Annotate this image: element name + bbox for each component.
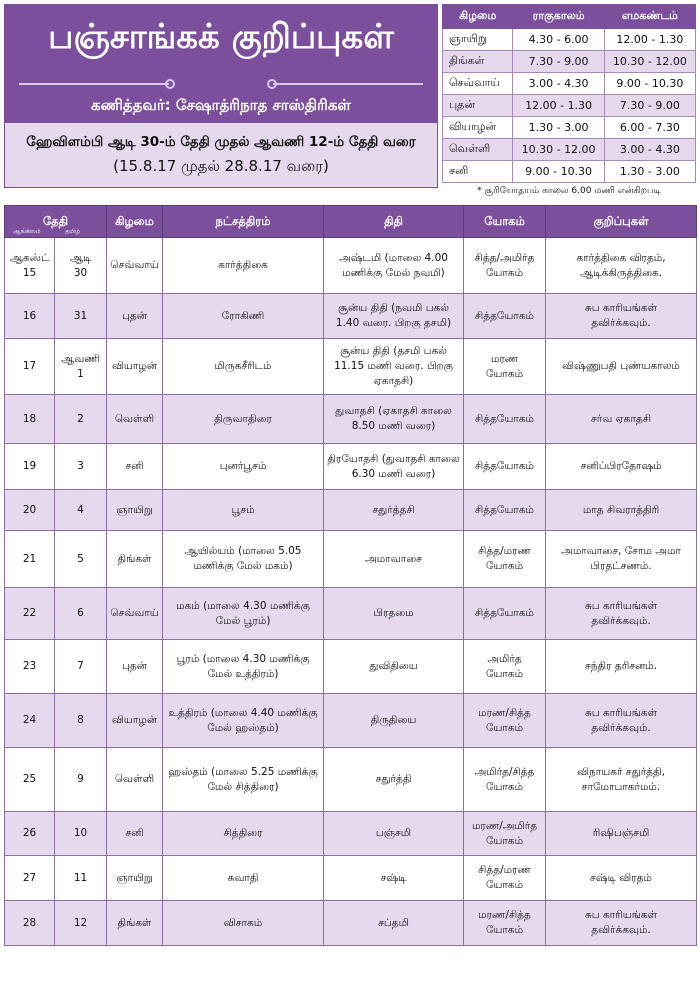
- header-yogam: யோகம்: [464, 206, 546, 238]
- cell-yogam: சித்தயோகம்: [464, 294, 546, 339]
- cell-thithi: சூன்ய திதி (நவமி பகல் 1.40 வரை. பிறகு தசமி): [324, 294, 464, 339]
- rahu-row: [443, 117, 696, 139]
- header-date: தேதி ஆங்கிலம் தமிழ்: [5, 206, 107, 238]
- cell-date-tamil: 10: [55, 812, 107, 856]
- cell-notes: மாத சிவராத்திரி: [546, 490, 697, 531]
- table-row: [5, 856, 697, 901]
- cell-date-english: 19: [5, 444, 55, 490]
- ema-time: 3.00 - 4.30: [604, 139, 695, 161]
- rahu-row: [443, 139, 696, 161]
- rahu-row: [443, 95, 696, 117]
- table-row: [5, 444, 697, 490]
- cell-star: ஆயில்யம் (மாலை 5.05 மணிக்கு மேல் மகம்): [163, 531, 324, 588]
- cell-thithi: திருதியை: [324, 694, 464, 748]
- cell-notes: விஷ்ணுபதி புண்யகாலம்: [546, 339, 697, 395]
- cell-date-tamil: 3: [55, 444, 107, 490]
- rahu-day: புதன்: [443, 95, 513, 117]
- rahu-day: செவ்வாய்: [443, 73, 513, 95]
- cell-thithi: துவாதசி (ஏகாதசி காலை 8.50 மணி வரை): [324, 395, 464, 444]
- cell-date-english: 21: [5, 531, 55, 588]
- rahu-row: [443, 29, 696, 51]
- cell-notes: சுப காரியங்கள் தவிர்க்கவும்.: [546, 294, 697, 339]
- cell-date-english: 22: [5, 588, 55, 640]
- cell-notes: விநாயகர் சதுர்த்தி, சாமோபாகர்மம்.: [546, 748, 697, 812]
- header-box: [4, 4, 438, 188]
- cell-date-english: 24: [5, 694, 55, 748]
- cell-star: ரோகிணி: [163, 294, 324, 339]
- cell-thithi: பிரதமை: [324, 588, 464, 640]
- cell-thithi: சதுர்த்தசி: [324, 490, 464, 531]
- cell-date-tamil: 6: [55, 588, 107, 640]
- cell-yogam: சித்த/மரண யோகம்: [464, 531, 546, 588]
- cell-thithi: அமாவாசை: [324, 531, 464, 588]
- cell-thithi: சஷ்டி: [324, 856, 464, 901]
- cell-thithi: சப்தமி: [324, 901, 464, 946]
- cell-day: திங்கள்: [107, 901, 163, 946]
- cell-date-english: 18: [5, 395, 55, 444]
- divider-left: [19, 83, 169, 85]
- cell-day: வெள்ளி: [107, 748, 163, 812]
- cell-day: வியாழன்: [107, 694, 163, 748]
- page-title: பஞ்சாங்கக் குறிப்புகள்: [48, 17, 394, 57]
- cell-star: விசாகம்: [163, 901, 324, 946]
- rahu-row: [443, 51, 696, 73]
- ema-time: 12.00 - 1.30: [604, 29, 695, 51]
- cell-yogam: அமிர்த/சித்த யோகம்: [464, 748, 546, 812]
- divider-right: [273, 83, 423, 85]
- table-row: [5, 490, 697, 531]
- table-row: [5, 294, 697, 339]
- rahu-time: 10.30 - 12.00: [513, 139, 604, 161]
- header-star: நட்சத்திரம்: [163, 206, 324, 238]
- cell-yogam: மரண யோகம்: [464, 339, 546, 395]
- cell-star: மகம் (மாலை 4.30 மணிக்கு மேல் பூரம்): [163, 588, 324, 640]
- cell-notes: கார்த்திகை விரதம், ஆடிக்கிருத்திகை.: [546, 238, 697, 294]
- cell-star: கார்த்திகை: [163, 238, 324, 294]
- rahu-day: ஞாயிறு: [443, 29, 513, 51]
- cell-star: மிருகசீரிடம்: [163, 339, 324, 395]
- cell-star: புனர்பூசம்: [163, 444, 324, 490]
- date-range-numeric: (15.8.17 முதல் 28.8.17 வரை): [113, 157, 329, 175]
- table-row: [5, 531, 697, 588]
- table-row: [5, 588, 697, 640]
- cell-date-english: 20: [5, 490, 55, 531]
- cell-date-tamil: ஆவணி 1: [55, 339, 107, 395]
- cell-date-tamil: ஆடி 30: [55, 238, 107, 294]
- header-thithi: திதி: [324, 206, 464, 238]
- date-range: ஹேவிளம்பி ஆடி 30-ம் தேதி முதல் ஆவணி 12-ம் தேதி வரை: [26, 134, 416, 150]
- cell-day: வெள்ளி: [107, 395, 163, 444]
- rahu-time: 7.30 - 9.00: [513, 51, 604, 73]
- cell-day: ஞாயிறு: [107, 490, 163, 531]
- cell-day: சனி: [107, 812, 163, 856]
- author-line: கணித்தவர்: சேஷாத்ரிநாத சாஸ்திரிகள்: [91, 96, 351, 114]
- cell-date-tamil: 31: [55, 294, 107, 339]
- cell-yogam: சித்த/அமிர்த யோகம்: [464, 238, 546, 294]
- cell-day: ஞாயிறு: [107, 856, 163, 901]
- rahu-day: திங்கள்: [443, 51, 513, 73]
- cell-notes: ரிஷிபஞ்சமி: [546, 812, 697, 856]
- cell-day: செவ்வாய்: [107, 588, 163, 640]
- cell-notes: சுப காரியங்கள் தவிர்க்கவும்.: [546, 694, 697, 748]
- cell-notes: சுப காரியங்கள் தவிர்க்கவும்.: [546, 588, 697, 640]
- header-notes: குறிப்புகள்: [546, 206, 697, 238]
- cell-notes: சஷ்டி விரதம்: [546, 856, 697, 901]
- ema-time: 10.30 - 12.00: [604, 51, 695, 73]
- rahu-header-ema: எமகண்டம்: [604, 5, 695, 29]
- cell-notes: சந்திர தரிசனம்.: [546, 640, 697, 694]
- cell-notes: சனிப்பிரதோஷம்: [546, 444, 697, 490]
- cell-notes: சுப காரியங்கள் தவிர்க்கவும்.: [546, 901, 697, 946]
- table-row: [5, 901, 697, 946]
- cell-day: செவ்வாய்: [107, 238, 163, 294]
- cell-notes: அமாவாசை, சோம அமா பிரதட்சணம்.: [546, 531, 697, 588]
- table-row: [5, 812, 697, 856]
- cell-date-english: 28: [5, 901, 55, 946]
- rahu-row: [443, 161, 696, 183]
- cell-yogam: சித்தயோகம்: [464, 588, 546, 640]
- header-tamil: தமிழ்: [65, 228, 81, 235]
- cell-thithi: அஷ்டமி (மாலை 4.00 மணிக்கு மேல் நவமி): [324, 238, 464, 294]
- rahu-time: 3.00 - 4.30: [513, 73, 604, 95]
- ema-time: 1.30 - 3.00: [604, 161, 695, 183]
- rahu-header-rahu: ராகுகாலம்: [513, 5, 604, 29]
- ema-time: 6.00 - 7.30: [604, 117, 695, 139]
- header-day: கிழமை: [107, 206, 163, 238]
- cell-date-tamil: 11: [55, 856, 107, 901]
- cell-day: புதன்: [107, 640, 163, 694]
- cell-date-english: 23: [5, 640, 55, 694]
- rahu-day: வியாழன்: [443, 117, 513, 139]
- cell-notes: சர்வ ஏகாதசி: [546, 395, 697, 444]
- cell-day: சனி: [107, 444, 163, 490]
- rahukalam-table: [442, 4, 696, 183]
- cell-date-tamil: 4: [55, 490, 107, 531]
- cell-star: பூசம்: [163, 490, 324, 531]
- cell-thithi: பஞ்சமி: [324, 812, 464, 856]
- ema-time: 9.00 - 10.30: [604, 73, 695, 95]
- header-english: ஆங்கிலம்: [13, 228, 41, 235]
- cell-date-tamil: 9: [55, 748, 107, 812]
- cell-date-tamil: 8: [55, 694, 107, 748]
- cell-date-english: 27: [5, 856, 55, 901]
- cell-date-english: 17: [5, 339, 55, 395]
- table-row: [5, 339, 697, 395]
- cell-yogam: மரண/சித்த யோகம்: [464, 694, 546, 748]
- cell-star: உத்திரம் (மாலை 4.40 மணிக்கு மேல் ஹஸ்தம்): [163, 694, 324, 748]
- table-row: [5, 748, 697, 812]
- cell-date-english: 26: [5, 812, 55, 856]
- cell-star: திருவாதிரை: [163, 395, 324, 444]
- ema-time: 7.30 - 9.00: [604, 95, 695, 117]
- rahu-day: சனி: [443, 161, 513, 183]
- ornament-icon: [165, 79, 175, 89]
- cell-yogam: மரண/அமிர்த யோகம்: [464, 812, 546, 856]
- cell-yogam: சித்தயோகம்: [464, 444, 546, 490]
- rahu-time: 1.30 - 3.00: [513, 117, 604, 139]
- cell-yogam: சித்தயோகம்: [464, 395, 546, 444]
- cell-yogam: மரண/சித்த யோகம்: [464, 901, 546, 946]
- sunrise-note: * சூரியோதயம் காலை 6.00 மணி என்கிறபடி: [477, 186, 661, 196]
- cell-day: புதன்: [107, 294, 163, 339]
- cell-yogam: சித்த/மரண யோகம்: [464, 856, 546, 901]
- cell-date-english: 25: [5, 748, 55, 812]
- cell-yogam: அமிர்த யோகம்: [464, 640, 546, 694]
- rahu-time: 4.30 - 6.00: [513, 29, 604, 51]
- cell-star: சித்திரை: [163, 812, 324, 856]
- cell-date-tamil: 2: [55, 395, 107, 444]
- cell-date-tamil: 12: [55, 901, 107, 946]
- cell-date-english: ஆகஸ்ட் 15: [5, 238, 55, 294]
- cell-star: ஹஸ்தம் (மாலை 5.25 மணிக்கு மேல் சித்திரை): [163, 748, 324, 812]
- cell-thithi: துவிதியை: [324, 640, 464, 694]
- cell-thithi: திரயோதசி (துவாதசி காலை 6.30 மணி வரை): [324, 444, 464, 490]
- cell-yogam: சித்தயோகம்: [464, 490, 546, 531]
- cell-thithi: சதுர்த்தி: [324, 748, 464, 812]
- rahu-time: 12.00 - 1.30: [513, 95, 604, 117]
- table-row: [5, 238, 697, 294]
- table-row: [5, 640, 697, 694]
- cell-star: பூரம் (மாலை 4.30 மணிக்கு மேல் உத்திரம்): [163, 640, 324, 694]
- rahu-row: [443, 73, 696, 95]
- table-row: [5, 694, 697, 748]
- panchangam-table: [4, 205, 697, 946]
- cell-thithi: சூன்ய திதி (தசமி பகல் 11.15 மணி வரை. பிறகு ஏகாதசி): [324, 339, 464, 395]
- rahu-header-day: கிழமை: [443, 5, 513, 29]
- cell-day: திங்கள்: [107, 531, 163, 588]
- cell-star: சுவாதி: [163, 856, 324, 901]
- cell-day: வியாழன்: [107, 339, 163, 395]
- cell-date-tamil: 7: [55, 640, 107, 694]
- rahu-day: வெள்ளி: [443, 139, 513, 161]
- cell-date-english: 16: [5, 294, 55, 339]
- rahu-time: 9.00 - 10.30: [513, 161, 604, 183]
- table-row: [5, 395, 697, 444]
- cell-date-tamil: 5: [55, 531, 107, 588]
- ornament-icon: [267, 79, 277, 89]
